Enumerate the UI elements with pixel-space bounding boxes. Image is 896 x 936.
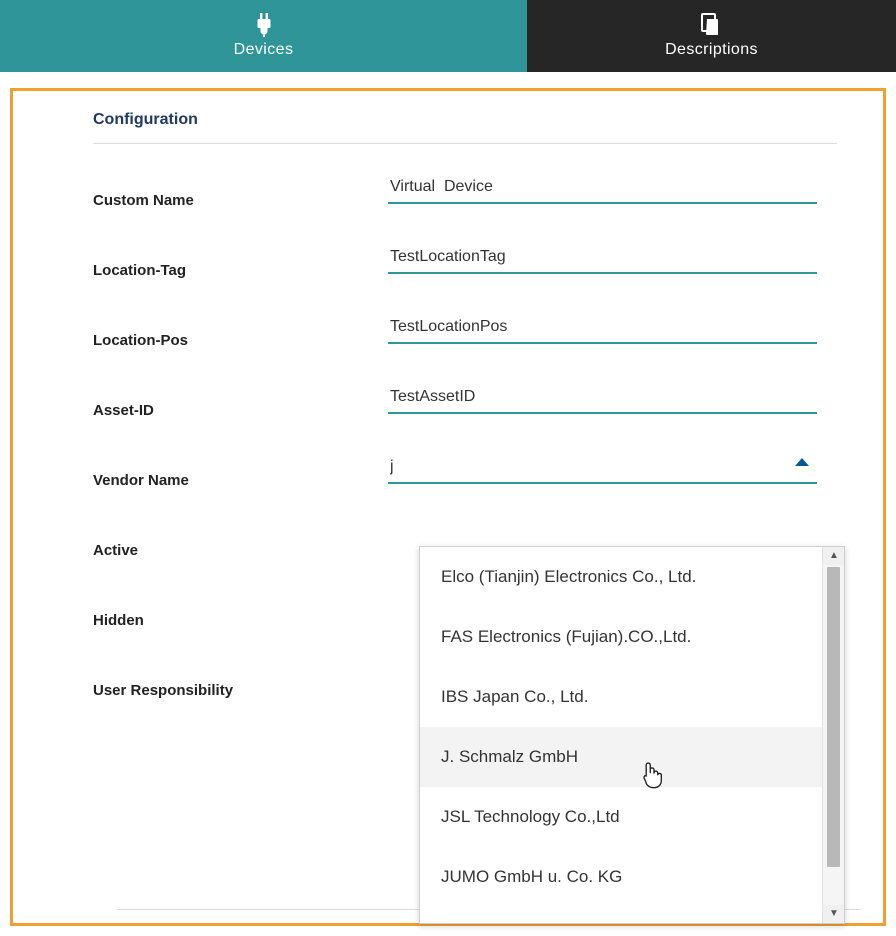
list-item[interactable]: IBS Japan Co., Ltd. [441, 687, 589, 706]
label-asset-id: Asset-ID [93, 402, 154, 419]
label-hidden: Hidden [93, 612, 144, 629]
documents-icon [701, 13, 723, 37]
plug-icon [255, 13, 273, 37]
label-location-tag: Location-Tag [93, 262, 187, 279]
list-item[interactable]: JSL Technology Co.,Ltd [441, 807, 620, 826]
vendor-name-dropdown[interactable] [419, 546, 845, 924]
vendor-option-list [420, 547, 822, 923]
list-item[interactable]: J. Schmalz GmbH [420, 727, 822, 787]
asset-id-input[interactable] [388, 386, 817, 414]
label-location-pos: Location-Pos [93, 332, 189, 349]
tab-devices[interactable] [0, 0, 527, 72]
tab-descriptions[interactable] [527, 0, 896, 72]
tab-descriptions-label: Descriptions [665, 41, 758, 58]
form-row-asset-id [93, 368, 837, 438]
title-divider [93, 143, 837, 144]
form-row-location-tag [93, 228, 837, 298]
location-tag-input[interactable] [388, 246, 817, 274]
list-item[interactable]: Elco (Tianjin) Electronics Co., Ltd. [441, 567, 697, 586]
scroll-down-icon[interactable]: ▼ [823, 905, 845, 923]
list-item[interactable]: JUMO GmbH u. Co. KG [441, 867, 623, 886]
scroll-up-icon[interactable]: ▲ [823, 547, 845, 565]
chevron-up-icon[interactable] [795, 458, 809, 466]
form-row-custom-name [93, 158, 837, 228]
location-pos-input[interactable] [388, 316, 817, 344]
list-item[interactable]: FAS Electronics (Fujian).CO.,Ltd. [441, 627, 692, 646]
label-custom-name: Custom Name [93, 192, 194, 209]
scrollbar-thumb[interactable] [827, 567, 840, 867]
form-row-location-pos [93, 298, 837, 368]
vendor-name-input[interactable] [388, 456, 817, 484]
tab-bar [0, 0, 896, 72]
page-title: Configuration [93, 111, 198, 128]
label-vendor-name: Vendor Name [93, 472, 189, 489]
custom-name-input[interactable] [388, 176, 817, 204]
tab-devices-label: Devices [233, 41, 294, 58]
label-user-responsibility: User Responsibility [93, 682, 234, 699]
dropdown-scrollbar[interactable] [822, 547, 844, 923]
form-row-vendor-name [93, 438, 837, 508]
vendor-name-combobox[interactable] [388, 456, 817, 484]
label-active: Active [93, 542, 139, 559]
